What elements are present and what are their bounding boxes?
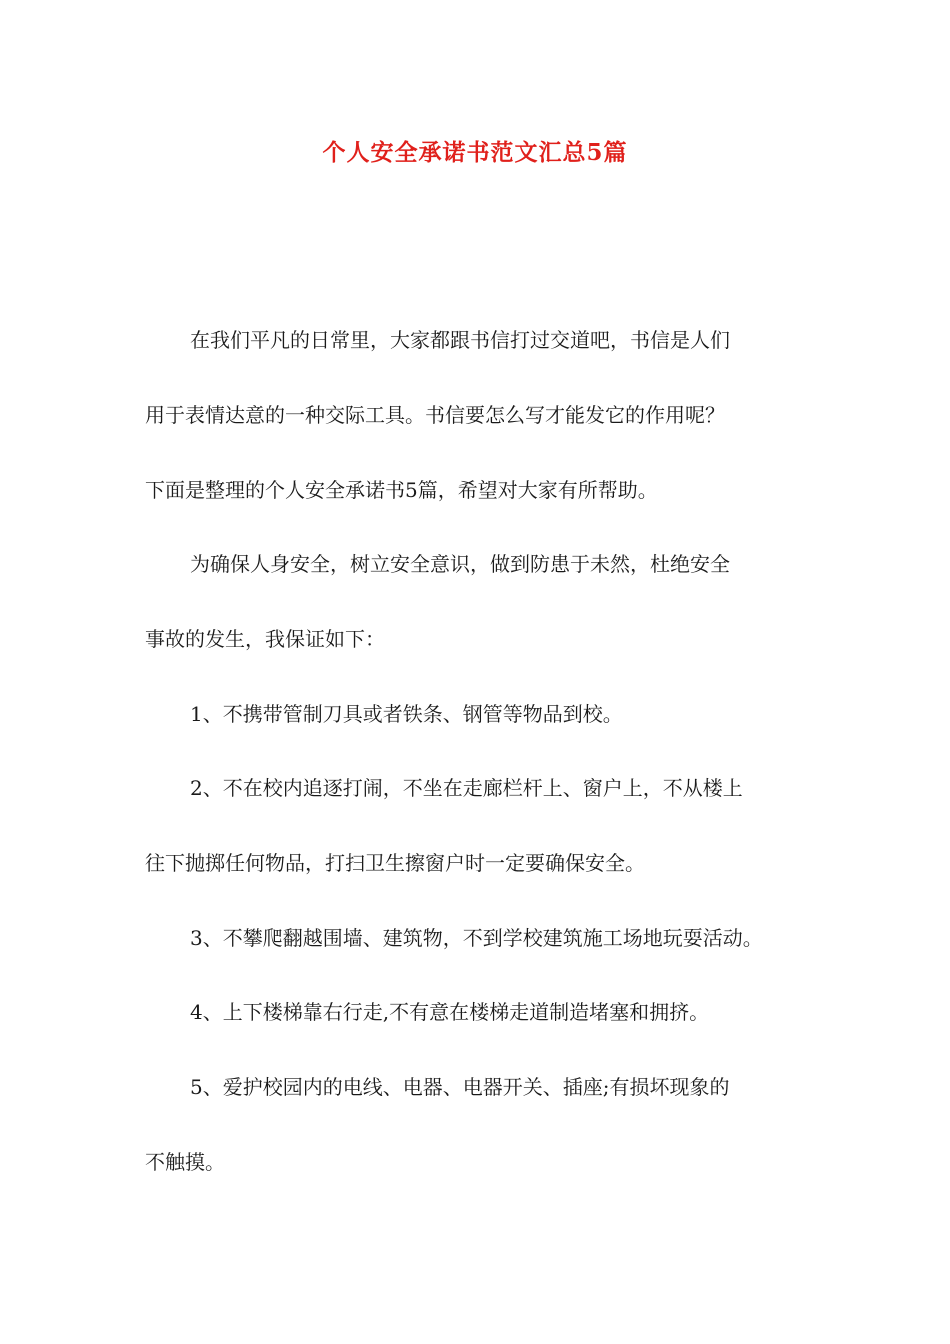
paragraph-line-pledge-1: 为确保人身安全，树立安全意识，做到防患于未然，杜绝安全 [190,552,730,576]
paragraph-line-intro-3: 下面是整理的个人安全承诺书5篇，希望对大家有所帮助。 [145,478,658,502]
list-item-3: 3、不攀爬翻越围墙、建筑物，不到学校建筑施工场地玩耍活动。 [190,926,763,950]
paragraph-line-intro-2: 用于表情达意的一种交际工具。书信要怎么写才能发它的作用呢？ [145,403,725,427]
paragraph-line-intro-1: 在我们平凡的日常里，大家都跟书信打过交道吧，书信是人们 [190,328,730,352]
list-item-2-line-2: 往下抛掷任何物品，打扫卫生擦窗户时一定要确保安全。 [145,851,645,875]
list-item-2-line-1: 2、不在校内追逐打闹，不坐在走廊栏杆上、窗户上，不从楼上 [190,776,743,800]
list-item-4: 4、上下楼梯靠右行走,不有意在楼梯走道制造堵塞和拥挤。 [190,1000,710,1024]
list-item-1: 1、不携带管制刀具或者铁条、钢管等物品到校。 [190,702,623,726]
document-title: 个人安全承诺书范文汇总5篇 [322,139,628,166]
list-item-5-line-2: 不触摸。 [145,1150,225,1174]
paragraph-line-pledge-2: 事故的发生，我保证如下： [145,627,385,651]
list-item-5-line-1: 5、爱护校园内的电线、电器、电器开关、插座;有损坏现象的 [190,1075,730,1099]
